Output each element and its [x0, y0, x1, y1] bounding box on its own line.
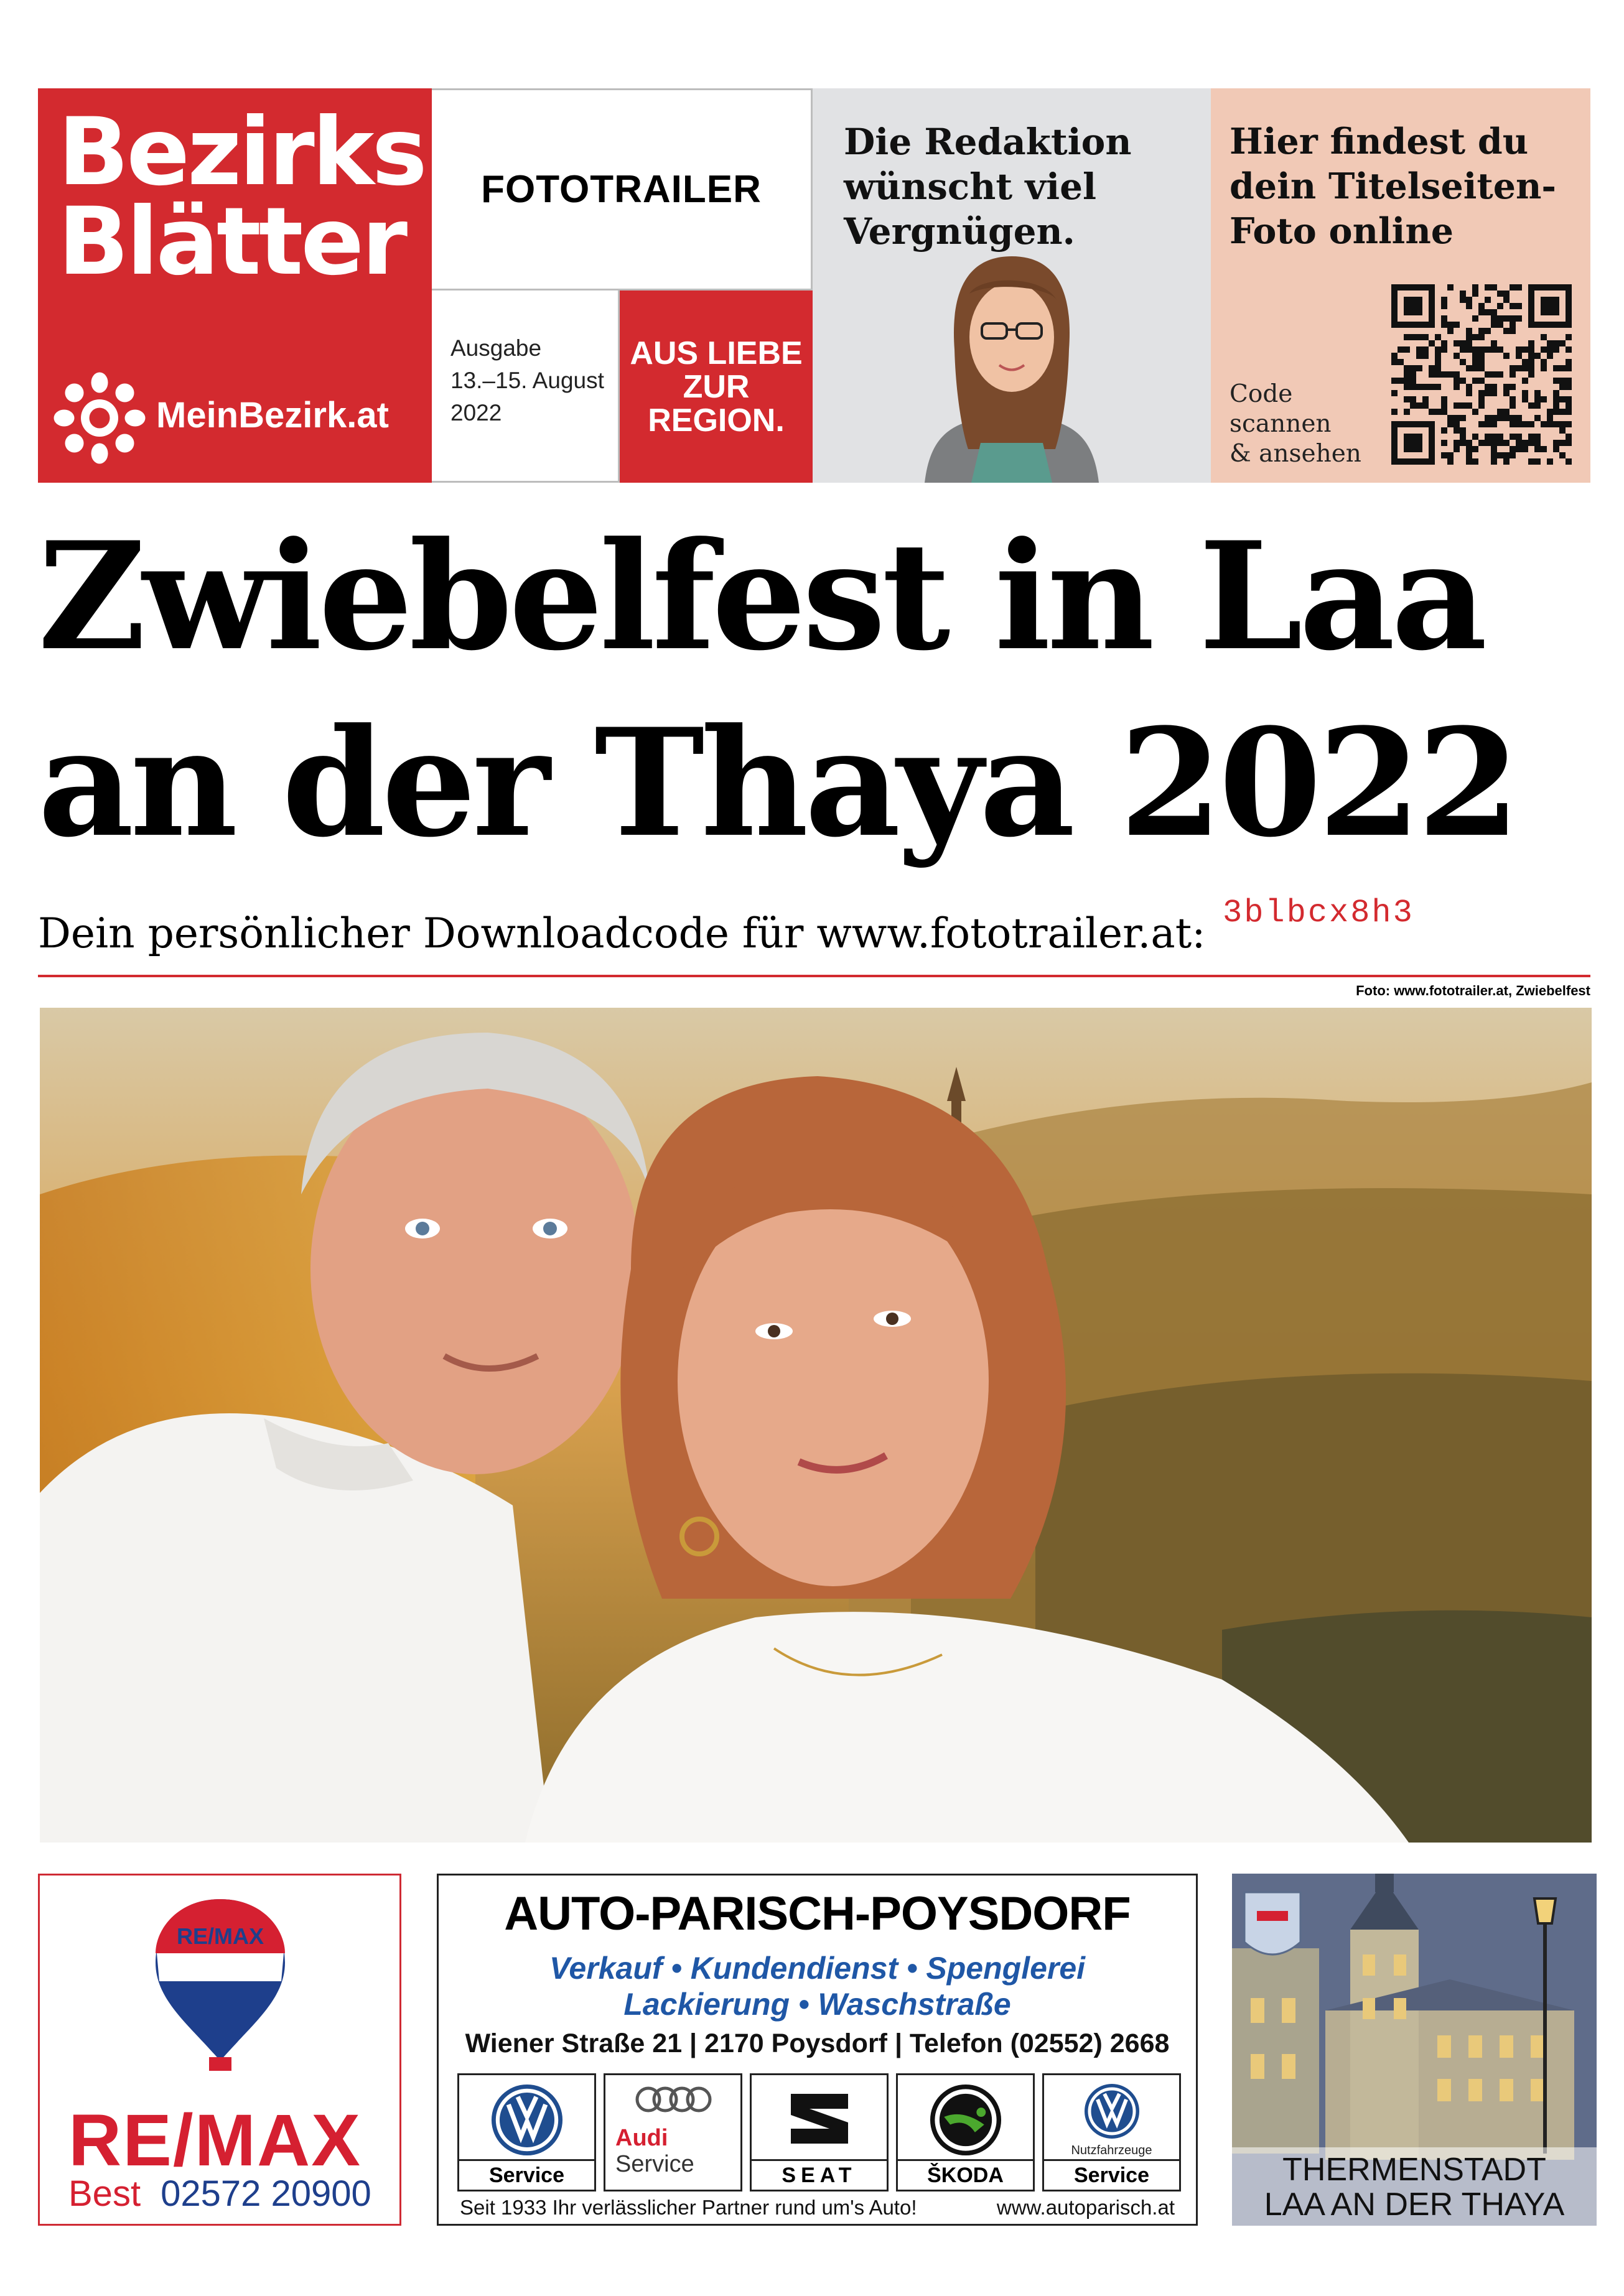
headline-line2: an der Thaya 2022 [38, 697, 1517, 870]
photo-credit: Foto: www.fototrailer.at, Zwiebelfest [1356, 983, 1590, 998]
section-label-box [432, 88, 813, 290]
download-label: Dein persönlicher Downloadcode für www.fototrailer.at: [38, 909, 1206, 957]
editor-message-line1: Die Redaktion [844, 121, 1132, 163]
therme-caption-line2: LAA AN DER THAYA [1264, 2187, 1565, 2223]
brand-vw-commercial-name: Nutzfahrzeuge [1071, 2144, 1152, 2157]
brand-seat [750, 2073, 889, 2191]
skoda-logo-icon [927, 2081, 1004, 2159]
scan-hint [1230, 379, 1361, 469]
brand-seat-label: SEAT [752, 2159, 887, 2190]
brand-audi-label: Service [615, 2151, 694, 2177]
remax-ad[interactable] [38, 1874, 401, 2226]
vw-logo-icon [488, 2081, 566, 2159]
scan-hint-line1: Code [1230, 380, 1293, 408]
auto-footer [439, 2196, 1196, 2219]
auto-title: AUTO-PARISCH-POYSDORF [504, 1887, 1131, 1940]
brand-site: MeinBezirk.at [156, 395, 389, 435]
auto-services-line1: Verkauf • Kundendienst • Spenglerei [549, 1951, 1086, 1986]
online-message-line3: Foto online [1230, 210, 1454, 252]
online-message-line1: Hier findest du [1230, 121, 1529, 162]
therme-caption-line1: THERMENSTADT [1282, 2152, 1546, 2188]
slogan-line3: REGION. [648, 402, 785, 439]
brand-vw-commercial-label: Service [1044, 2159, 1179, 2190]
meinbezirk-logo-icon [53, 371, 146, 465]
editor-message-line3: Vergnügen. [844, 210, 1075, 253]
qr-code-icon[interactable] [1391, 284, 1572, 465]
vw-commercial-logo-icon [1081, 2080, 1143, 2142]
headline-line1: Zwiebelfest in Laa [38, 510, 1484, 684]
brand-block [38, 88, 432, 483]
issue-label: Ausgabe [450, 335, 542, 361]
scan-hint-line2: scannen [1230, 410, 1332, 438]
brand-vw [457, 2073, 596, 2191]
online-message [1230, 119, 1556, 254]
auto-url[interactable]: www.autoparisch.at [996, 2196, 1175, 2219]
auto-services-line2: Lackierung • Waschstraße [623, 1987, 1011, 2022]
scan-hint-line3: & ansehen [1230, 440, 1361, 468]
remax-balloon-text: RE/MAX [176, 1923, 264, 1949]
slogan-box [620, 290, 813, 483]
section-label: FOTOTRAILER [481, 168, 762, 211]
auto-address: Wiener Straße 21 | 2170 Poysdorf | Telefon (02552) 2668 [465, 2029, 1170, 2058]
brand-title-line1: Bezirks [58, 98, 425, 207]
editor-message-line2: wünscht viel [844, 165, 1097, 208]
brand-vw-commercial [1042, 2073, 1181, 2191]
auto-parisch-ad[interactable] [437, 1874, 1198, 2226]
auto-brand-row [457, 2073, 1181, 2191]
brand-skoda [896, 2073, 1035, 2191]
issue-year: 2022 [450, 400, 502, 425]
brand-title-line2: Blätter [58, 188, 406, 296]
slogan-line2: ZUR [683, 368, 750, 405]
remax-office: Best [68, 2173, 141, 2214]
remax-phone: 02572 20900 [161, 2173, 371, 2214]
brand-vw-label: Service [459, 2159, 594, 2190]
brand-audi-name: Audi [615, 2125, 668, 2151]
auto-slogan: Seit 1933 Ihr verlässlicher Partner rund um's Auto! [460, 2196, 917, 2219]
issue-box [432, 290, 620, 483]
remax-logo: RE/MAX [68, 2099, 362, 2182]
remax-contact [68, 2173, 371, 2215]
editor-box [813, 88, 1211, 483]
editor-message [844, 119, 1132, 254]
seat-logo-icon [787, 2088, 852, 2150]
brand-audi [604, 2073, 742, 2191]
issue-dates: 13.–15. August [450, 368, 604, 393]
online-message-line2: dein Titelseiten- [1230, 165, 1557, 207]
editor-portrait [813, 244, 1211, 483]
remax-balloon-icon [152, 1894, 289, 2075]
brand-skoda-label: ŠKODA [898, 2159, 1033, 2190]
audi-rings-icon [630, 2084, 717, 2115]
couple-photo-image [40, 1008, 1592, 1843]
slogan-line1: AUS LIEBE [630, 335, 803, 371]
divider [38, 975, 1590, 977]
thermenstadt-ad[interactable] [1232, 1874, 1597, 2226]
couple-photo [40, 1008, 1592, 1843]
online-box [1211, 88, 1590, 483]
download-code: 3blbcx8h3 [1223, 895, 1414, 931]
